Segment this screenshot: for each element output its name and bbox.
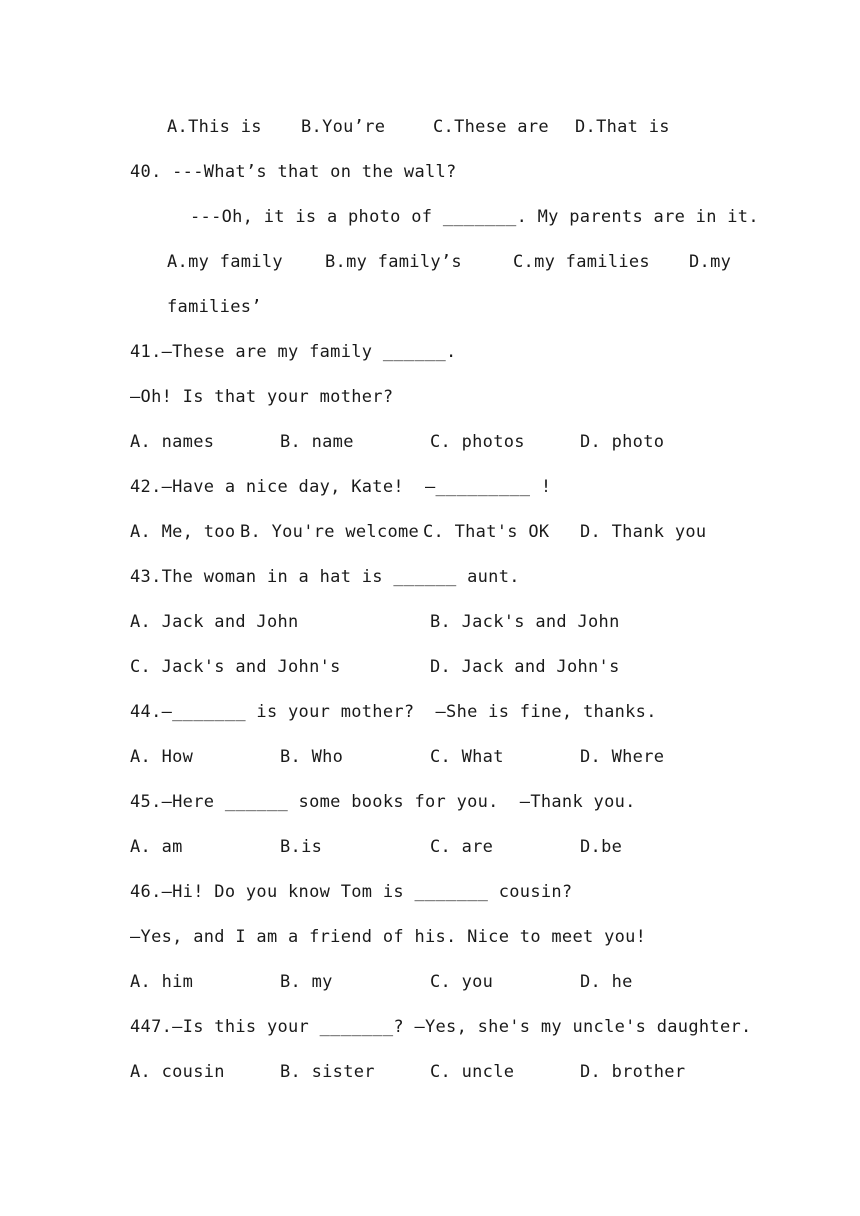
q47-option-b: B. sister	[280, 1062, 375, 1082]
q43-option-a: A. Jack and John	[130, 612, 299, 632]
q45-option-d: D.be	[580, 837, 623, 857]
q42-option-d: D. Thank you	[580, 522, 707, 542]
q40-option-d-continued: families’	[167, 297, 262, 317]
q42-option-a: A. Me, too	[130, 522, 236, 542]
q44-option-c: C. What	[430, 747, 504, 767]
q39-option-c: C.These are	[433, 117, 549, 137]
q45-question: 45.—Here ______ some books for you. —Thank you.	[130, 792, 636, 812]
q43-question: 43.The woman in a hat is ______ aunt.	[130, 567, 520, 587]
q40-option-b: B.my family’s	[325, 252, 462, 272]
q44-question: 44.—_______ is your mother? —She is fine, thanks.	[130, 702, 657, 722]
q46-response: —Yes, and I am a friend of his. Nice to meet you!	[130, 927, 647, 947]
q42-question: 42.—Have a nice day, Kate! —_________ !	[130, 477, 552, 497]
q40-question: 40. ---What’s that on the wall?	[130, 162, 457, 182]
q41-response: —Oh! Is that your mother?	[130, 387, 394, 407]
q39-option-a: A.This is	[167, 117, 262, 137]
q46-option-a: A. him	[130, 972, 194, 992]
q44-option-b: B. Who	[280, 747, 344, 767]
q42-option-c: C. That's OK	[423, 522, 550, 542]
q47-option-a: A. cousin	[130, 1062, 225, 1082]
q41-question: 41.—These are my family ______.	[130, 342, 457, 362]
q43-option-c: C. Jack's and John's	[130, 657, 341, 677]
q41-option-a: A. names	[130, 432, 215, 452]
q43-option-d: D. Jack and John's	[430, 657, 620, 677]
q47-option-c: C. uncle	[430, 1062, 515, 1082]
q45-option-c: C. are	[430, 837, 494, 857]
q42-option-b: B. You're welcome	[240, 522, 420, 542]
q39-option-d: D.That is	[575, 117, 670, 137]
q39-option-b: B.You’re	[301, 117, 386, 137]
q46-question: 46.—Hi! Do you know Tom is _______ cousin?	[130, 882, 573, 902]
q46-option-d: D. he	[580, 972, 633, 992]
q40-option-a: A.my family	[167, 252, 283, 272]
q41-option-b: B. name	[280, 432, 354, 452]
q45-option-b: B.is	[280, 837, 323, 857]
q47-option-d: D. brother	[580, 1062, 686, 1082]
q44-option-d: D. Where	[580, 747, 665, 767]
q44-option-a: A. How	[130, 747, 194, 767]
q40-option-c: C.my families	[513, 252, 650, 272]
q41-option-d: D. photo	[580, 432, 665, 452]
q45-option-a: A. am	[130, 837, 183, 857]
q40-option-d: D.my	[689, 252, 732, 272]
q46-option-b: B. my	[280, 972, 333, 992]
q47-question: 447.—Is this your _______? —Yes, she's my uncle's daughter.	[130, 1017, 752, 1037]
q40-answer-line: ---Oh, it is a photo of _______. My parents are in it.	[190, 207, 759, 227]
q46-option-c: C. you	[430, 972, 494, 992]
q41-option-c: C. photos	[430, 432, 525, 452]
q43-option-b: B. Jack's and John	[430, 612, 620, 632]
